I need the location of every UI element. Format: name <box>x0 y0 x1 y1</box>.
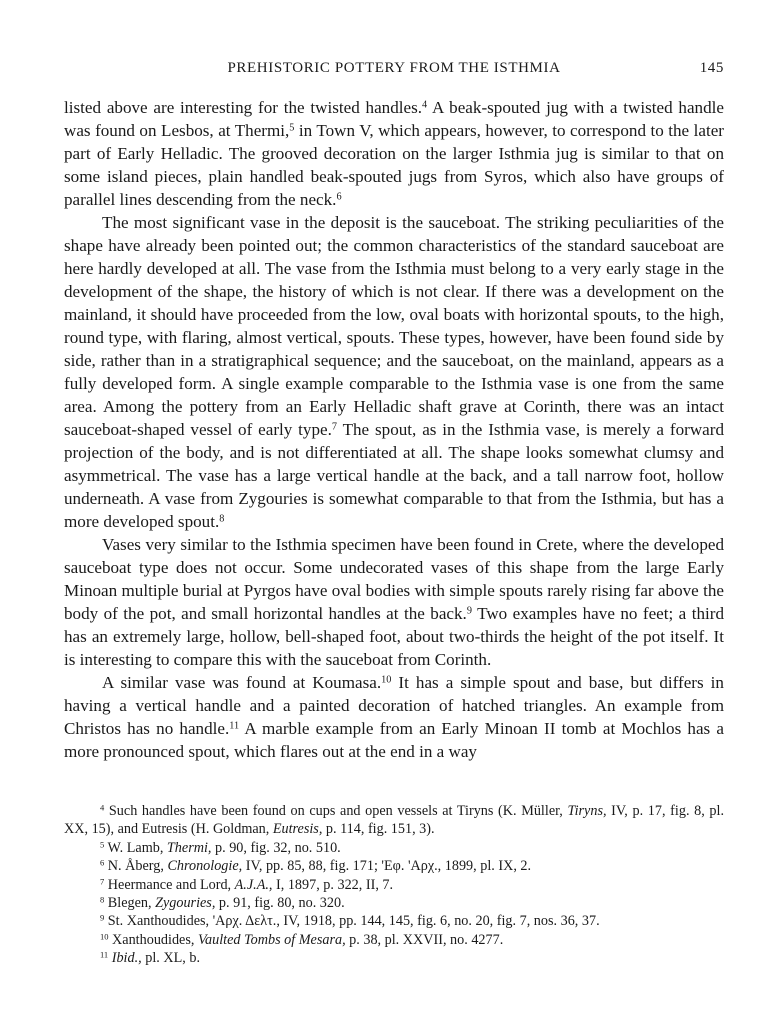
footnote-ref-5: 5 <box>289 122 295 134</box>
footnote-7: $^7$ Heermance and Lord, A.J.A., I, 1897, p. 322, II, 7. <box>100 875 394 893</box>
running-title: PREHISTORIC POTTERY FROM THE ISTHMIA <box>227 60 561 76</box>
paragraph-4: A similar vase was found at Koumasa.$^{10}$ It has a simple spout and base, but differs in having a vertical handle and a painted decoration of hatched triangles. An example from Christos has no handle.$^{11}$ A marble example from an Early Minoan II tomb at Mochlos has a more pronounced spout, which flares out at the end in a way <box>64 673 724 761</box>
footnote-ref-11: 11 <box>229 720 240 732</box>
body-text <box>64 96 724 763</box>
footnote-5: $^5$ W. Lamb, Thermi, p. 90, fig. 32, no. 510. <box>100 839 341 856</box>
footnote-8: $^8$ Blegen, Zygouries, p. 91, fig. 80, no. 320. <box>100 894 345 912</box>
footnote-ref-6: 6 <box>336 191 342 203</box>
footnote-11: $^{11}$ Ibid., pl. XL, b. <box>100 949 201 967</box>
footnote-ref-10: 10 <box>381 674 392 686</box>
footnote-ref-4: 4 <box>422 99 428 111</box>
footnote-10: $^{10}$ Xanthoudides, Vaulted Tombs of Mesara, p. 38, pl. XXVII, no. 4277. <box>100 931 504 948</box>
footnote-6: $^6$ N. Åberg, Chronologie, IV, pp. 85, 88, fig. 171; 'Εφ. 'Αρχ., 1899, pl. IX, 2. <box>100 857 532 875</box>
running-head <box>64 60 724 84</box>
paragraph-1: listed above are interesting for the twisted handles.$^4$ A beak-spouted jug with a twisted handle was found on Lesbos, at Thermi,$^5$ in Town V, which appears, however, to correspond to the later part of Early Helladic. The grooved decoration on the larger Isthmia jug is similar to that on some island pieces, plain handled beak-spouted jugs from Syros, which also have groups of parallel lines descending from the neck.$^6$ <box>64 98 724 209</box>
footnote-4: $^4$ Such handles have been found on cups and open vessels at Tiryns (K. Müller, Tiryns, IV, p. 17, fig. 8, pl. XX, 15), and Eutresis (H. Goldman, Eutresis, p. 114, fig. 151, 3). <box>64 802 725 838</box>
footnote-ref-8: 8 <box>219 513 225 525</box>
footnote-ref-9: 9 <box>466 605 472 617</box>
footnote-ref-7: 7 <box>331 421 338 433</box>
paragraph-2: The most significant vase in the deposit is the sauceboat. The striking peculiarities of the shape have already been pointed out; the common characteristics of the standard sauceboat are here hardly developed at all. The vase from the Isthmia must belong to a very early stage in the development of the shape, the history of which is not clear. If there was a development on the mainland, it should have proceeded from the low, oval boats with horizontal spouts, to the high, round type, with flaring, almost vertical, spouts. These types, however, have been found side by side, rather than in a stratigraphical sequence; and the sauceboat, on the mainland, appears as a fully developed form. A single example comparable to the Isthmia vase is one from the same area. Among the pottery from an Early Helladic shaft grave at Corinth, there was an intact sauceboat-shaped vessel of early type.$^7$ The spout, as in the Isthmia vase, is merely a forward projection of the body, and is not differentiated at all. The shape looks somewhat clumsy and asymmetrical. The vase has a large vertical handle at the back, and a tall narrow foot, hollow underneath. A vase from Zygouries is somewhat comparable to that from the Isthmia, but has a more developed spout.$^8$ <box>64 213 724 531</box>
footnotes <box>64 802 724 968</box>
footnote-9: $^9$ St. Xanthoudides, 'Αρχ. Δελτ., IV, 1918, pp. 144, 145, fig. 6, no. 20, fig. 7, nos. 36, 37. <box>100 912 600 930</box>
paragraph-3: Vases very similar to the Isthmia specimen have been found in Crete, where the developed sauceboat type does not occur. Some undecorated vases of this shape from the large Early Minoan multiple burial at Pyrgos have oval bodies with simple spouts rarely rising far above the body of the pot, and small horizontal handles at the back.$^9$ Two examples have no feet; a third has an extremely large, hollow, bell-shaped foot, about two-thirds the height of the pot itself. It is interesting to compare this with the sauceboat from Corinth. <box>64 535 724 669</box>
page-number: 145 <box>699 60 724 76</box>
